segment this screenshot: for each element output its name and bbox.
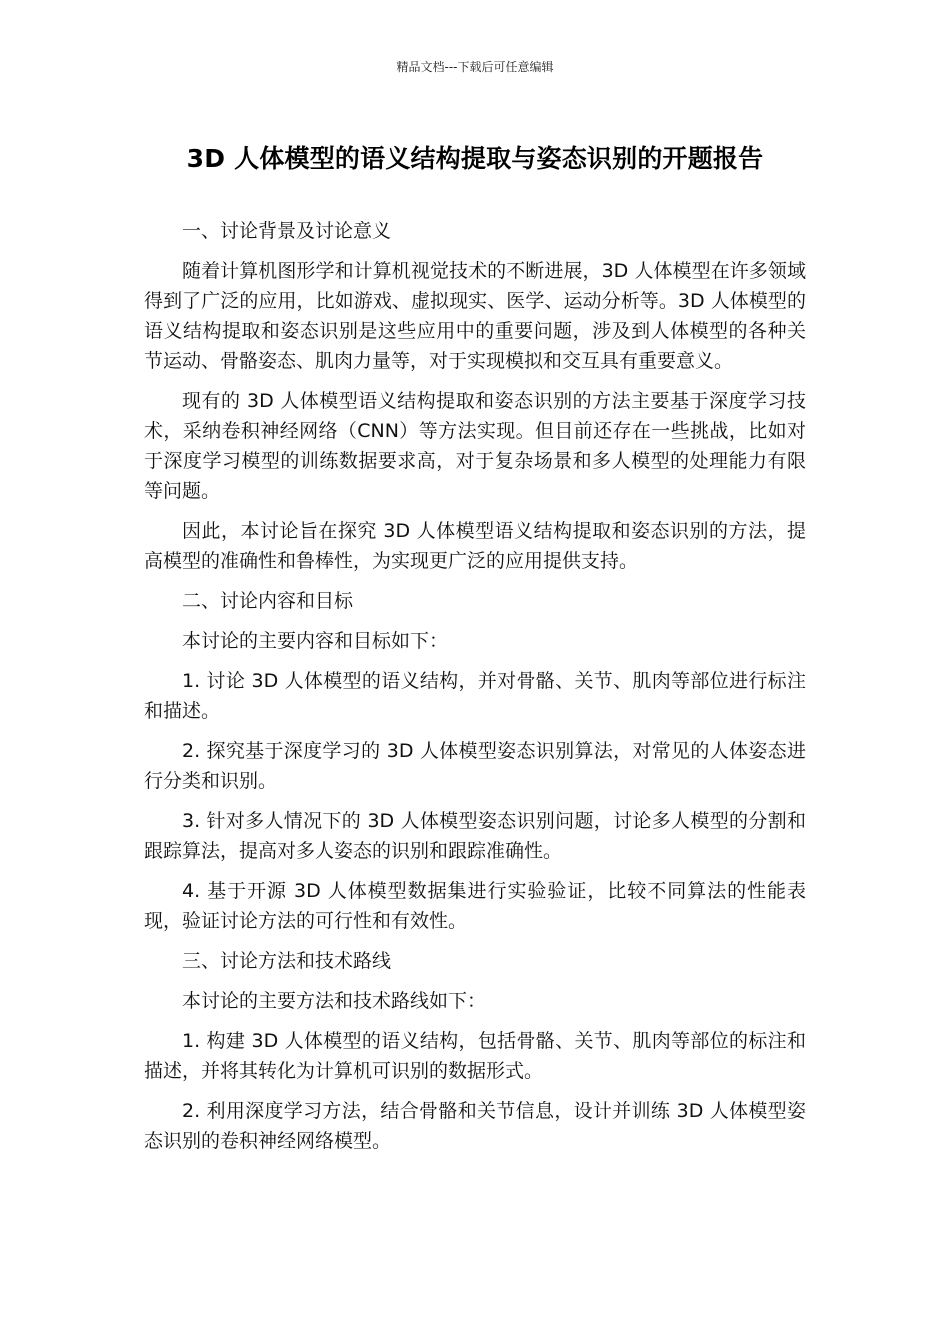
paragraph-background: 随着计算机图形学和计算机视觉技术的不断进展，3D 人体模型在许多领域得到了广泛的应用，比如游戏、虚拟现实、医学、运动分析等。3D 人体模型的语义结构提取和姿态识别是这些应用中的重要问题，涉及到人体模型的各种关节运动、骨骼姿态、肌肉力量等，对于实现模拟和交互具有重要意义。 xyxy=(144,260,806,372)
section-heading-content-goals: 二、讨论内容和目标 xyxy=(182,590,354,612)
paragraph-methods-intro: 本讨论的主要方法和技术路线如下： xyxy=(182,990,487,1012)
list-item-goal-3: 3. 针对多人情况下的 3D 人体模型姿态识别问题，讨论多人模型的分割和跟踪算法，提高对多人姿态的识别和跟踪准确性。 xyxy=(144,810,806,862)
list-item-goal-1: 1. 讨论 3D 人体模型的语义结构，并对骨骼、关节、肌肉等部位进行标注和描述。 xyxy=(144,670,806,722)
section-heading-background: 一、讨论背景及讨论意义 xyxy=(182,220,392,242)
document-title: 3D 人体模型的语义结构提取与姿态识别的开题报告 xyxy=(186,144,764,173)
list-item-goal-4: 4. 基于开源 3D 人体模型数据集进行实验验证，比较不同算法的性能表现，验证讨论方法的可行性和有效性。 xyxy=(144,880,806,932)
paragraph-purpose: 因此，本讨论旨在探究 3D 人体模型语义结构提取和姿态识别的方法，提高模型的准确性和鲁棒性，为实现更广泛的应用提供支持。 xyxy=(144,520,806,572)
list-item-method-2: 2. 利用深度学习方法，结合骨骼和关节信息，设计并训练 3D 人体模型姿态识别的卷积神经网络模型。 xyxy=(144,1100,806,1152)
section-heading-methods: 三、讨论方法和技术路线 xyxy=(182,950,392,972)
list-item-method-1: 1. 构建 3D 人体模型的语义结构，包括骨骼、关节、肌肉等部位的标注和描述，并将其转化为计算机可识别的数据形式。 xyxy=(144,1030,806,1082)
list-item-goal-2: 2. 探究基于深度学习的 3D 人体模型姿态识别算法，对常见的人体姿态进行分类和识别。 xyxy=(144,740,806,792)
page-header: 精品文档---下载后可任意编辑 xyxy=(396,60,554,74)
paragraph-content-intro: 本讨论的主要内容和目标如下： xyxy=(182,630,449,652)
document-body xyxy=(144,216,806,1166)
paragraph-existing-methods: 现有的 3D 人体模型语义结构提取和姿态识别的方法主要基于深度学习技术，采纳卷积神经网络（CNN）等方法实现。但目前还存在一些挑战，比如对于深度学习模型的训练数据要求高，对于复杂场景和多人模型的处理能力有限等问题。 xyxy=(144,390,806,502)
